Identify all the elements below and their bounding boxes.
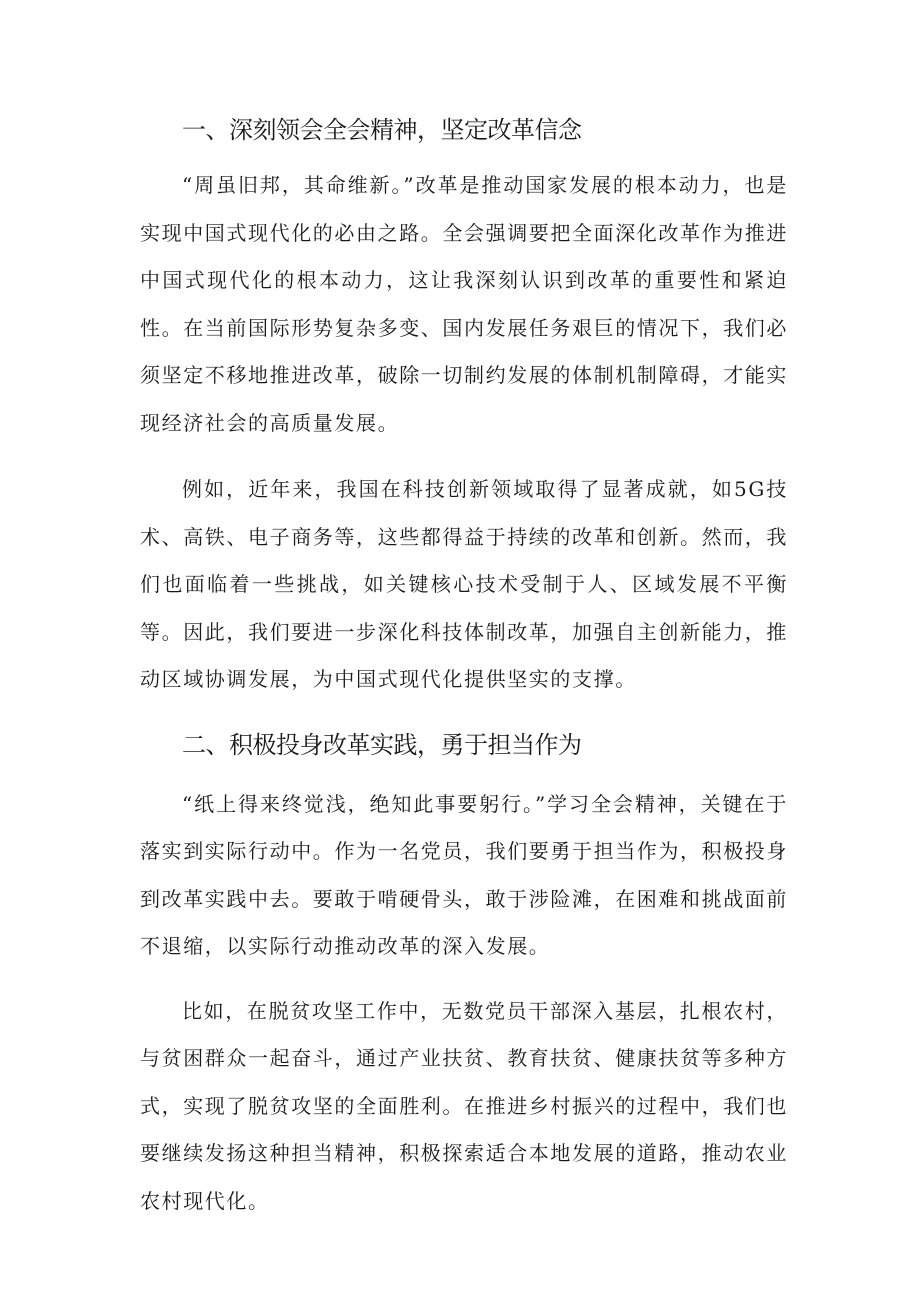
document-body	[140, 108, 788, 1225]
section-1-paragraph-2: 例如，近年来，我国在科技创新领域取得了显著成就，如5G技术、高铁、电子商务等，这些都得益于持续的改革和创新。然而，我们也面临着一些挑战，如关键核心技术受制于人、区域发展不平衡等。因此，我们要进一步深化科技体制改革，加强自主创新能力，推动区域协调发展，为中国式现代化提供坚实的支撑。	[140, 477, 788, 691]
section-2-paragraph-2: 比如，在脱贫攻坚工作中，无数党员干部深入基层，扎根农村，与贫困群众一起奋斗，通过产业扶贫、教育扶贫、健康扶贫等多种方式，实现了脱贫攻坚的全面胜利。在推进乡村振兴的过程中，我们也要继续发扬这种担当精神，积极探索适合本地发展的道路，推动农业农村现代化。	[140, 998, 788, 1213]
section-heading-2: 二、积极投身改革实践，勇于担当作为	[182, 730, 582, 759]
section-heading-1: 一、深刻领会全会精神，坚定改革信念	[182, 116, 582, 144]
section-1-paragraph-1: “周虽旧邦，其命维新。”改革是推动国家发展的根本动力，也是实现中国式现代化的必由之路。全会强调要把全面深化改革作为推进中国式现代化的根本动力，这让我深刻认识到改革的重要性和紧迫性。在当前国际形势复杂多变、国内发展任务艰巨的情况下，我们必须坚定不移地推进改革，破除一切制约发展的体制机制障碍，才能实现经济社会的高质量发展。	[140, 173, 788, 435]
section-2-paragraph-1: “纸上得来终觉浅，绝知此事要躬行。”学习全会精神，关键在于落实到实际行动中。作为一名党员，我们要勇于担当作为，积极投身到改革实践中去。要敢于啃硬骨头，敢于涉险滩，在困难和挑战面前不退缩，以实际行动推动改革的深入发展。	[140, 791, 788, 958]
